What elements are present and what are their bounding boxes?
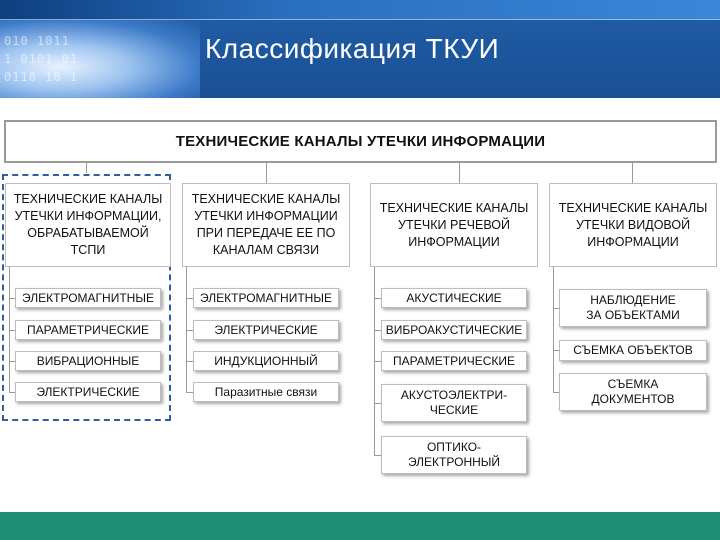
item-box: ПАРАМЕТРИЧЕСКИЕ [15, 320, 161, 340]
header-digits-2: 1 0101 01 [4, 52, 79, 66]
header-digits-1: 010 1011 [4, 34, 70, 48]
category-speech: ТЕХНИЧЕСКИЕ КАНАЛЫ УТЕЧКИ РЕЧЕВОЙ ИНФОРМАЦИИ [370, 183, 538, 267]
header-glow-image [0, 20, 200, 98]
slide-header [0, 0, 720, 98]
slide-title: Классификация ТКУИ [205, 33, 500, 64]
connector [374, 361, 381, 362]
item-box: АКУСТОЭЛЕКТРИ- ЧЕСКИЕ [381, 384, 527, 422]
root-box: ТЕХНИЧЕСКИЕ КАНАЛЫ УТЕЧКИ ИНФОРМАЦИИ [4, 120, 717, 163]
item-box: ЭЛЕКТРИЧЕСКИЕ [15, 382, 161, 402]
connector [374, 298, 381, 299]
connector [266, 163, 267, 183]
item-box: НАБЛЮДЕНИЕ ЗА ОБЪЕКТАМИ [559, 289, 707, 327]
connector [459, 163, 460, 183]
item-box: ВИБРОАКУСТИЧЕСКИЕ [381, 320, 527, 340]
item-box: Паразитные связи [193, 382, 339, 402]
header-digits-3: 0110 10 1 [4, 70, 79, 84]
connector [86, 163, 87, 173]
connector [632, 163, 633, 183]
category-tspi: ТЕХНИЧЕСКИЕ КАНАЛЫ УТЕЧКИ ИНФОРМАЦИИ, ОБРАБАТЫВАЕМОЙ ТСПИ [5, 183, 171, 267]
item-box: ЭЛЕКТРОМАГНИТНЫЕ [15, 288, 161, 308]
connector [186, 330, 193, 331]
item-box: ВИБРАЦИОННЫЕ [15, 351, 161, 371]
connector [186, 392, 193, 393]
item-box: АКУСТИЧЕСКИЕ [381, 288, 527, 308]
item-box: ЭЛЕКТРОМАГНИТНЫЕ [193, 288, 339, 308]
slide-footer-bar [0, 512, 720, 540]
category-communication: ТЕХНИЧЕСКИЕ КАНАЛЫ УТЕЧКИ ИНФОРМАЦИИ ПРИ ПЕРЕДАЧЕ ЕЕ ПО КАНАЛАМ СВЯЗИ [182, 183, 350, 267]
header-top-strip [0, 0, 720, 20]
item-box: СЪЕМКА ДОКУМЕНТОВ [559, 373, 707, 411]
connector [374, 455, 381, 456]
item-box: ЭЛЕКТРИЧЕСКИЕ [193, 320, 339, 340]
item-box: СЪЕМКА ОБЪЕКТОВ [559, 340, 707, 361]
item-box: ОПТИКО- ЭЛЕКТРОННЫЙ [381, 436, 527, 474]
item-box: ИНДУКЦИОННЫЙ [193, 351, 339, 371]
connector [186, 361, 193, 362]
connector [374, 403, 381, 404]
category-visual: ТЕХНИЧЕСКИЕ КАНАЛЫ УТЕЧКИ ВИДОВОЙ ИНФОРМАЦИИ [549, 183, 717, 267]
column-connector [553, 267, 554, 393]
connector [374, 330, 381, 331]
item-box: ПАРАМЕТРИЧЕСКИЕ [381, 351, 527, 371]
connector [186, 298, 193, 299]
